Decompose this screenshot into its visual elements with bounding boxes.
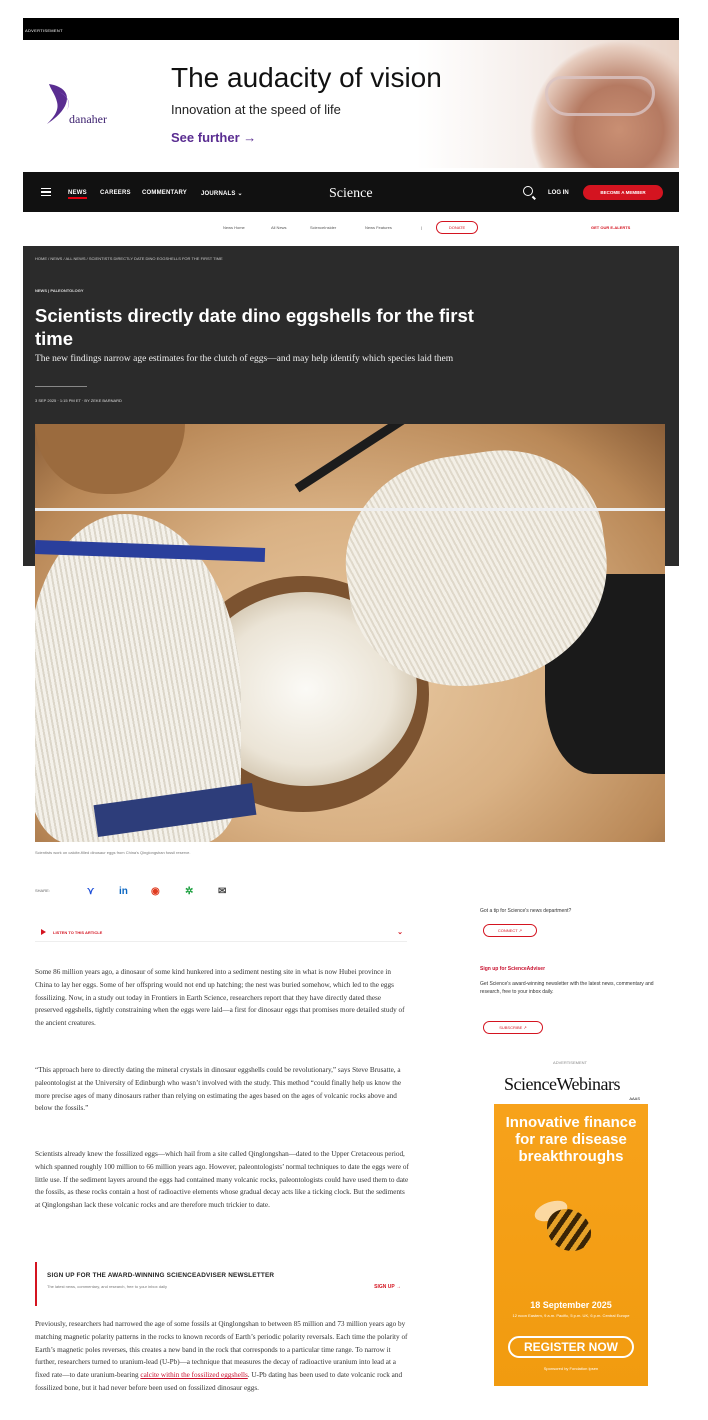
main-nav	[23, 172, 679, 212]
eAlerts-link[interactable]: GET OUR E-ALERTS	[591, 225, 631, 230]
webinar-time: 12 noon Eastern, 9 a.m. Pacific, 5 p.m. UK, 6 p.m. Central Europe	[512, 1313, 630, 1318]
login-link[interactable]: LOG IN	[548, 190, 569, 196]
webinar-brand: ScienceWebinars	[504, 1074, 620, 1094]
subnav-scienceinsider[interactable]: ScienceInsider	[310, 225, 337, 230]
ad-tagline: Innovation at the speed of life	[171, 102, 341, 117]
article-byline[interactable]: 3 SEP 2025 · 1:15 PM ET · BY ZEKE BARNARD	[35, 398, 122, 403]
article-dek: The new findings narrow age estimates for the clutch of eggs—and may help identify which species laid them	[35, 354, 454, 364]
ad-glasses-image	[545, 76, 655, 116]
bluesky-icon[interactable]: ⋎	[87, 886, 95, 897]
donate-button[interactable]: DONATE	[436, 221, 478, 234]
article-paragraph: “This approach here to directly dating the mineral crystals in dinosaur eggshells could be revolutionary,” says Steve Brusatte, a paleontologist at the University of Edinburgh who wasn’t involved with the study. This method “could finally help us know the more precise ages of many dinosaurs rather than relying on estimating the ages based on the ages of volcanic rocks above and below the fossils.”	[35, 1066, 402, 1113]
newsletter-signup-link[interactable]: SIGN UP →	[374, 1284, 401, 1290]
webinar-date: 18 September 2025	[530, 1300, 612, 1310]
chevron-down-icon[interactable]: ⌄	[397, 929, 403, 936]
article-paragraph: Previously, researchers had narrowed the age of some fossils at Qinglongshan to between 85 million and 73 million years ago by matching magnetic polarity patterns in the rocks to known records of Earth’s periodic polarity reversals. Each time the polarity of Earth’s magnetic poles reverses, this creates a new band in the rock that corresponds to a particular time range. To narrow it further, researchers turned to uranium-lead (U-Pb)—a technique that measures the decay of radioactive uranium into lead at a fixed rate—to date uranium-bearing calcite within the fossilized eggshells. U-Pb dating has been used to date volcanic rock and fossilized bone, but it had never before been used on fossilized dinosaur eggs.	[35, 1320, 408, 1392]
webinar-ad[interactable]	[494, 1070, 648, 1386]
article-paragraph: Scientists already knew the fossilized eggs—which hail from a site called Qinglongshan—dated to the Upper Cretaceous period, which spanned roughly 100 million to 66 million years ago. However, paleontologists’ normal techniques to date the eggs were of little use. If the sediment layers around the eggs had contained many volcanic rocks, paleontologists could have used them to date the fossils, as these rocks contain a host of radioactive elements whose gradual decay acts like a ticking clock. But the sediments at Qinglongshan lack these volcanic rocks and are therefore much trickier to date.	[35, 1150, 409, 1210]
menu-icon[interactable]	[41, 188, 51, 196]
signup-text: Get Science's award-winning newsletter with the latest news, commentary and research, free to your inbox daily.	[480, 981, 654, 995]
linkedin-icon[interactable]: in	[119, 886, 128, 897]
webinar-brand-sub: AAAS	[629, 1096, 640, 1101]
page-title: Scientists directly date dino eggshells for the first time	[35, 305, 474, 349]
signup-heading: Sign up for ScienceAdviser	[480, 966, 546, 972]
tip-text: Got a tip for Science's news department?	[480, 908, 572, 914]
subnav-news-features[interactable]: News Features	[365, 225, 392, 230]
nav-careers[interactable]: CAREERS	[100, 190, 131, 196]
connect-button[interactable]: CONNECT ↗	[483, 924, 537, 937]
share-bar	[35, 886, 227, 900]
listen-bar[interactable]	[35, 928, 407, 942]
listen-label: LISTEN TO THIS ARTICLE	[53, 930, 103, 935]
newsletter-promo	[35, 1262, 407, 1306]
newsletter-title: SIGN UP FOR THE AWARD-WINNING SCIENCEADVISER NEWSLETTER	[47, 1272, 275, 1279]
ad-banner[interactable]	[23, 40, 679, 168]
search-icon[interactable]	[523, 186, 533, 196]
newsletter-subtitle: The latest news, commentary, and research, free to your inbox daily	[47, 1284, 167, 1289]
nav-news[interactable]: NEWS	[68, 190, 87, 199]
subnav-all-news[interactable]: All News	[271, 225, 287, 230]
photo-egg-fragment	[35, 424, 185, 494]
subscribe-button[interactable]: SUBSCRIBE ↗	[483, 1021, 543, 1034]
photo-caption: Scientists work on calcite-filled dinosaur eggs from China's Qinglongshan fossil reserve.	[35, 850, 191, 855]
sub-nav	[23, 216, 679, 240]
subnav-divider: |	[421, 225, 423, 230]
ad-cta-link[interactable]: See further →	[171, 130, 257, 145]
header-divider	[35, 386, 87, 387]
sidebar-advertisement-label: ADVERTISEMENT	[553, 1060, 587, 1065]
calcite-link[interactable]: calcite within the fossilized eggshells	[140, 1371, 248, 1380]
ad-brand: danaher	[69, 112, 107, 126]
register-now-button[interactable]: REGISTER NOW	[508, 1336, 634, 1358]
hero-photo	[35, 424, 665, 842]
play-icon[interactable]	[41, 929, 46, 935]
article-tags[interactable]: NEWS | PALEONTOLOGY	[35, 288, 84, 293]
ad-headline: The audacity of vision	[171, 62, 442, 93]
photo-seam	[35, 508, 665, 511]
become-member-button[interactable]: BECOME A MEMBER	[583, 185, 663, 200]
reddit-icon[interactable]: ◉	[151, 886, 160, 897]
share-label: SHARE:	[35, 888, 50, 893]
nav-commentary[interactable]: COMMENTARY	[142, 190, 187, 196]
article-paragraph: Some 86 million years ago, a dinosaur of some kind hunkered into a sediment nesting site in what is now Hubei province in China to lay her eggs. Some of her offspring would not end up hatching; the nest was buried somehow, which led to the eggs fossilizing. Now, in a study out today in Frontiers in Earth Science, researchers report that they have directly dated these preserved eggshells, tightly constraining when the eggs were laid—a first for dinosaur eggs that promises more detailed study of the ancient creatures.	[35, 968, 405, 1028]
wechat-icon[interactable]: ✲	[185, 886, 194, 897]
science-logo[interactable]: Science	[329, 186, 373, 201]
breadcrumb[interactable]: HOME / NEWS / ALL NEWS / SCIENTISTS DIRECTLY DATE DINO EGGSHELLS FOR THE FIRST TIME	[35, 256, 223, 261]
advertisement-label: ADVERTISEMENT	[23, 18, 679, 40]
webinar-headline: Innovative finance for rare disease breakthroughs	[505, 1114, 637, 1165]
nav-journals[interactable]: JOURNALS ⌄	[201, 191, 243, 197]
subnav-news-home[interactable]: News Home	[223, 225, 245, 230]
email-icon[interactable]: ✉	[218, 886, 227, 897]
webinar-sponsor: Sponsored by Fondation Ipsen	[543, 1366, 599, 1371]
